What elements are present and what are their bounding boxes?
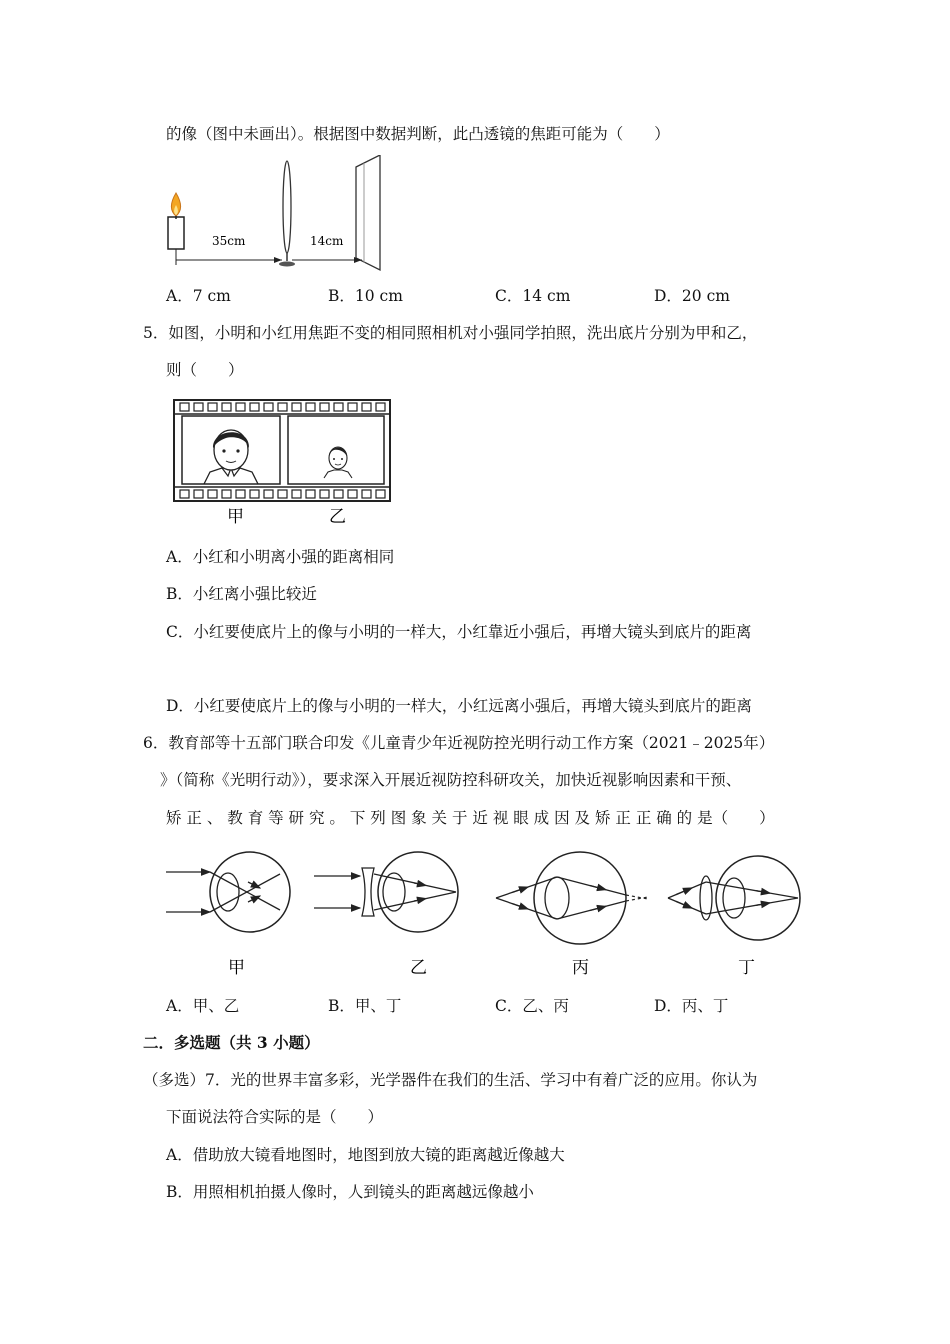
film-perforation — [208, 490, 217, 498]
film-perforation — [264, 490, 273, 498]
film-perforations-top — [180, 403, 385, 411]
film-perforations-bottom — [180, 490, 385, 498]
myopia-eye-diagrams — [160, 840, 810, 985]
film-perforation — [348, 403, 357, 411]
q6-option-d[interactable]: D．丙、丁 — [654, 997, 729, 1015]
eye-label-ding: 丁 — [738, 958, 755, 978]
film-perforation — [334, 490, 343, 498]
film-perforation — [250, 490, 259, 498]
q4-option-d[interactable]: D．20 cm — [654, 287, 730, 305]
eye-label-bing: 丙 — [572, 958, 589, 978]
q4-stem: 的像（图中未画出）。根据图中数据判断，此凸透镜的焦距可能为（ ） — [166, 125, 670, 143]
film-perforation — [320, 403, 329, 411]
q6-stem-line1: 6．教育部等十五部门联合印发《儿童青少年近视防控光明行动工作方案（2021﹣2025年） — [143, 734, 775, 752]
distance-label-1: 35cm — [212, 234, 246, 248]
film-perforation — [376, 490, 385, 498]
q6-option-c[interactable]: C．乙、丙 — [495, 997, 569, 1015]
film-perforation — [180, 490, 189, 498]
film-perforation — [194, 403, 203, 411]
q5-option-a[interactable]: A．小红和小明离小强的距离相同 — [166, 548, 395, 566]
q7-option-a[interactable]: A．借助放大镜看地图时，地图到放大镜的距离越近像越大 — [166, 1146, 565, 1164]
film-label-left: 甲 — [227, 507, 244, 527]
lens-base — [279, 262, 295, 267]
q6-stem-line2: 》（简称《光明行动》），要求深入开展近视防控科研攻关，加快近视影响因素和干预、 — [160, 771, 742, 789]
film-perforation — [292, 403, 301, 411]
q5-option-b[interactable]: B．小红离小强比较近 — [166, 585, 317, 603]
film-perforation — [306, 403, 315, 411]
q6-option-b[interactable]: B．甲、丁 — [328, 997, 402, 1015]
eye-diagram-bing — [496, 852, 648, 944]
film-perforation — [278, 490, 287, 498]
q7-option-b[interactable]: B．用照相机拍摄人像时，人到镜头的距离越远像越小 — [166, 1183, 534, 1201]
film-label-right: 乙 — [329, 507, 346, 527]
film-perforation — [250, 403, 259, 411]
q5-stem-line1: 5．如图，小明和小红用焦距不变的相同照相机对小强同学拍照，洗出底片分别为甲和乙， — [143, 324, 758, 342]
distance-label-2: 14cm — [310, 234, 344, 248]
film-perforation — [334, 403, 343, 411]
light-screen — [356, 155, 380, 270]
film-perforation — [292, 490, 301, 498]
eye-label-jia: 甲 — [228, 958, 245, 978]
eye-diagram-yi — [314, 852, 458, 932]
q4-option-a[interactable]: A．7 cm — [166, 287, 231, 305]
concave-lens — [362, 868, 374, 916]
film-perforation — [306, 490, 315, 498]
film-perforation — [264, 403, 273, 411]
film-perforation — [376, 403, 385, 411]
arrow-head-icon — [274, 257, 282, 263]
q4-option-b[interactable]: B．10 cm — [328, 287, 403, 305]
film-perforation — [236, 490, 245, 498]
film-perforation — [222, 490, 231, 498]
q7-stem-line2: 下面说法符合实际的是（ ） — [166, 1108, 384, 1126]
film-perforation — [320, 490, 329, 498]
film-negatives-figure — [172, 398, 392, 528]
q7-stem-line1: （多选）7．光的世界丰富多彩，光学器件在我们的生活、学习中有着广泛的应用。你认为 — [143, 1071, 758, 1089]
eye-label-yi: 乙 — [410, 958, 427, 978]
q5-option-d[interactable]: D．小红要使底片上的像与小明的一样大，小红远离小强后，再增大镜头到底片的距离 — [166, 697, 752, 715]
q5-stem-line2: 则（ ） — [166, 361, 244, 379]
q6-stem-line3: 矫 正 、 教 育 等 研 究 。 下 列 图 象 关 于 近 视 眼 成 因 及 矫 正 正 确 的 是（ ） — [166, 809, 775, 827]
eye-diagram-ding — [668, 856, 800, 940]
film-perforation — [208, 403, 217, 411]
section-title: 二．多选题（共 3 小题） — [143, 1033, 320, 1052]
candle-lens-screen-figure — [160, 155, 390, 275]
film-perforation — [278, 403, 287, 411]
candle-body — [168, 217, 184, 249]
film-perforation — [362, 403, 371, 411]
film-perforation — [194, 490, 203, 498]
convex-lens — [283, 161, 291, 253]
film-perforation — [362, 490, 371, 498]
q4-option-c[interactable]: C．14 cm — [495, 287, 571, 305]
film-perforation — [180, 403, 189, 411]
eye-diagram-jia — [166, 852, 290, 932]
film-perforation — [348, 490, 357, 498]
film-perforation — [222, 403, 231, 411]
film-perforation — [236, 403, 245, 411]
q6-option-a[interactable]: A．甲、乙 — [166, 997, 240, 1015]
q5-option-c[interactable]: C．小红要使底片上的像与小明的一样大，小红靠近小强后，再增大镜头到底片的距离 — [166, 623, 752, 641]
